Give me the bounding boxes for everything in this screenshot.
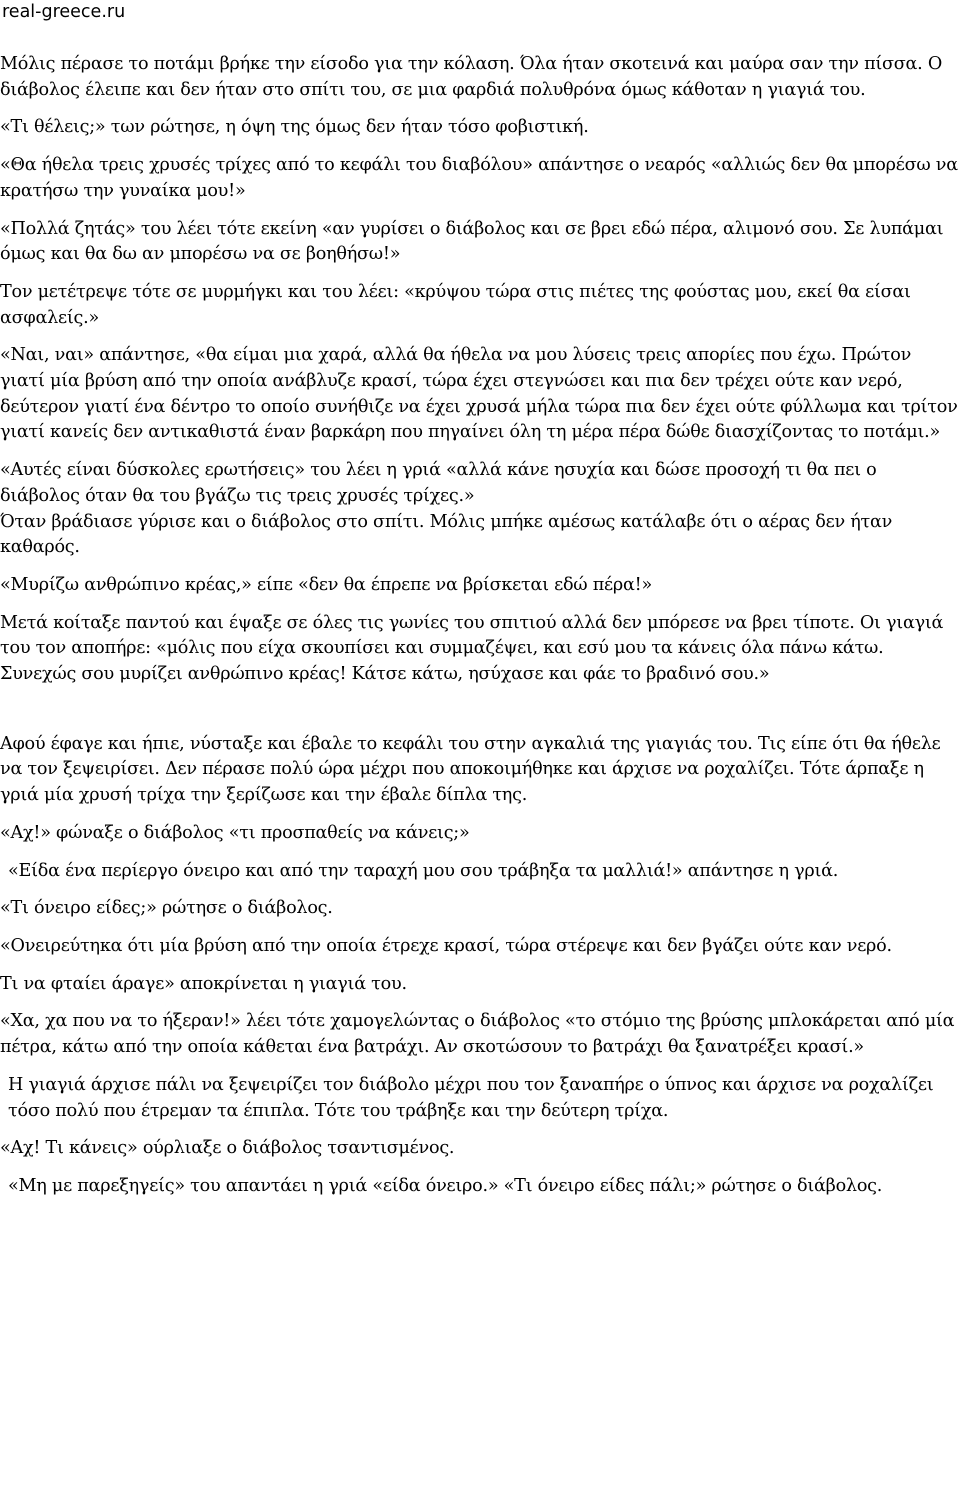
- paragraph: «Ναι, ναι» απάντησε, «θα είμαι μια χαρά, αλλά θα ήθελα να μου λύσεις τρεις απορίες που έχω. Πρώτον γιατί μία βρύση από την οποία ανάβλυζε κρασί, τώρα έχει στεγνώσει και πια δεν τρέχει ούτε καν νερό, δεύτερον γιατί ένα δέντρο το οποίο συνήθιζε να έχει χρυσά μήλα τώρα πια δεν έχει ούτε φύλλωμα και τρίτον γιατί κανείς δεν αντικαθιστά έναν βαρκάρη που πηγαίνει όλη τη μέρα πέρα δώθε διασχίζοντας το ποτάμι.»: [0, 345, 958, 443]
- story-text: [0, 52, 958, 1200]
- paragraph: «Χα, χα που να το ήξεραν!» λέει τότε χαμογελώντας ο διάβολος «το στόμιο της βρύσης μπλοκάρεται από μία πέτρα, κάτω από την οποία κάθεται ένα βατράχι. Αν σκοτώσουν το βατράχι θα ξανατρέξει κρασί.»: [0, 1011, 955, 1058]
- paragraph: Η γιαγιά άρχισε πάλι να ξεψειρίζει τον διάβολο μέχρι που τον ξαναπήρε ο ύπνος και άρχισε να ροχαλίζει τόσο πολύ που έτρεμαν τα έπιπλα. Τότε του τράβηξε και την δεύτερη τρίχα.: [8, 1074, 934, 1121]
- paragraph: «Αυτές είναι δύσκολες ερωτήσεις» του λέει η γριά «αλλά κάνε ησυχία και δώσε προσοχή τι θα πει ο διάβολος όταν θα του βγάζω τις τρεις χρυσές τρίχες.»: [0, 460, 877, 506]
- paragraph: Τι να φταίει άραγε» αποκρίνεται η γιαγιά του.: [0, 973, 407, 994]
- paragraph: «Τι όνειρο είδες;» ρώτησε ο διάβολος.: [0, 898, 333, 919]
- paragraph: Αφού έφαγε και ήπιε, νύσταξε και έβαλε το κεφάλι του στην αγκαλιά της γιαγιάς του. Τις είπε ότι θα ήθελε να τον ξεψειρίσει. Δεν πέρασε πολύ ώρα μέχρι που αποκοιμήθηκε και άρχισε να ροχαλίζει. Τότε άρπαξε η γριά μία χρυσή τρίχα την ξερίζωσε και την έβαλε δίπλα της.: [0, 733, 941, 806]
- paragraph: «Ονειρεύτηκα ότι μία βρύση από την οποία έτρεχε κρασί, τώρα στέρεψε και δεν βγάζει ούτε καν νερό.: [0, 935, 892, 956]
- paragraph: «Αχ! Τι κάνεις» ούρλιαξε ο διάβολος τσαντισμένος.: [0, 1138, 455, 1159]
- paragraph: Μετά κοίταξε παντού και έψαξε σε όλες τις γωνίες του σπιτιού αλλά δεν μπόρεσε να βρει τίποτε. Οι γιαγιά του τον αποπήρε: «μόλις που είχα σκουπίσει και συμμαζέψει, και εσύ μου τα κάνεις όλα πάνω κάτω. Συνεχώς σου μυρίζει ανθρώπινο κρέας! Κάτσε κάτω, ησύχασε και φάε το βραδινό σου.»: [0, 612, 944, 685]
- paragraph: «Μυρίζω ανθρώπινο κρέας,» είπε «δεν θα έπρεπε να βρίσκεται εδώ πέρα!»: [0, 574, 652, 595]
- paragraph: «Αχ!» φώναξε ο διάβολος «τι προσπαθείς να κάνεις;»: [0, 822, 470, 843]
- site-label: real-greece.ru: [2, 2, 126, 22]
- paragraph: «Θα ήθελα τρεις χρυσές τρίχες από το κεφάλι του διαβόλου» απάντησε ο νεαρός «αλλιώς δεν θα μπορέσω να κρατήσω την γυναίκα μου!»: [0, 155, 958, 201]
- paragraph: «Μη με παρεξηγείς» του απαντάει η γριά «είδα όνειρο.» «Τι όνειρο είδες πάλι;» ρώτησε ο διάβολος.: [8, 1175, 883, 1196]
- paragraph: Τον μετέτρεψε τότε σε μυρμήγκι και του λέει: «κρύψου τώρα στις πιέτες της φούστας μου, εκεί θα είσαι ασφαλείς.»: [0, 281, 911, 328]
- paragraph: «Τι θέλεις;» των ρώτησε, η όψη της όμως δεν ήταν τόσο φοβιστική.: [0, 117, 589, 138]
- paragraph: Όταν βράδιασε γύρισε και ο διάβολος στο σπίτι. Μόλις μπήκε αμέσως κατάλαβε ότι ο αέρας δεν ήταν καθαρός.: [0, 511, 893, 558]
- paragraph: Μόλις πέρασε το ποτάμι βρήκε την είσοδο για την κόλαση. Όλα ήταν σκοτεινά και μαύρα σαν την πίσσα. Ο διάβολος έλειπε και δεν ήταν στο σπίτι του, σε μια φαρδιά πολυθρόνα όμως κάθοταν η γιαγιά του.: [0, 54, 943, 100]
- paragraph: «Είδα ένα περίεργο όνειρο και από την ταραχή μου σου τράβηξα τα μαλλιά!» απάντησε η γριά.: [8, 860, 839, 881]
- paragraph: «Πολλά ζητάς» του λέει τότε εκείνη «αν γυρίσει ο διάβολος και σε βρει εδώ πέρα, αλιμονό σου. Σε λυπάμαι όμως και θα δω αν μπορέσω να σε βοηθήσω!»: [0, 218, 944, 265]
